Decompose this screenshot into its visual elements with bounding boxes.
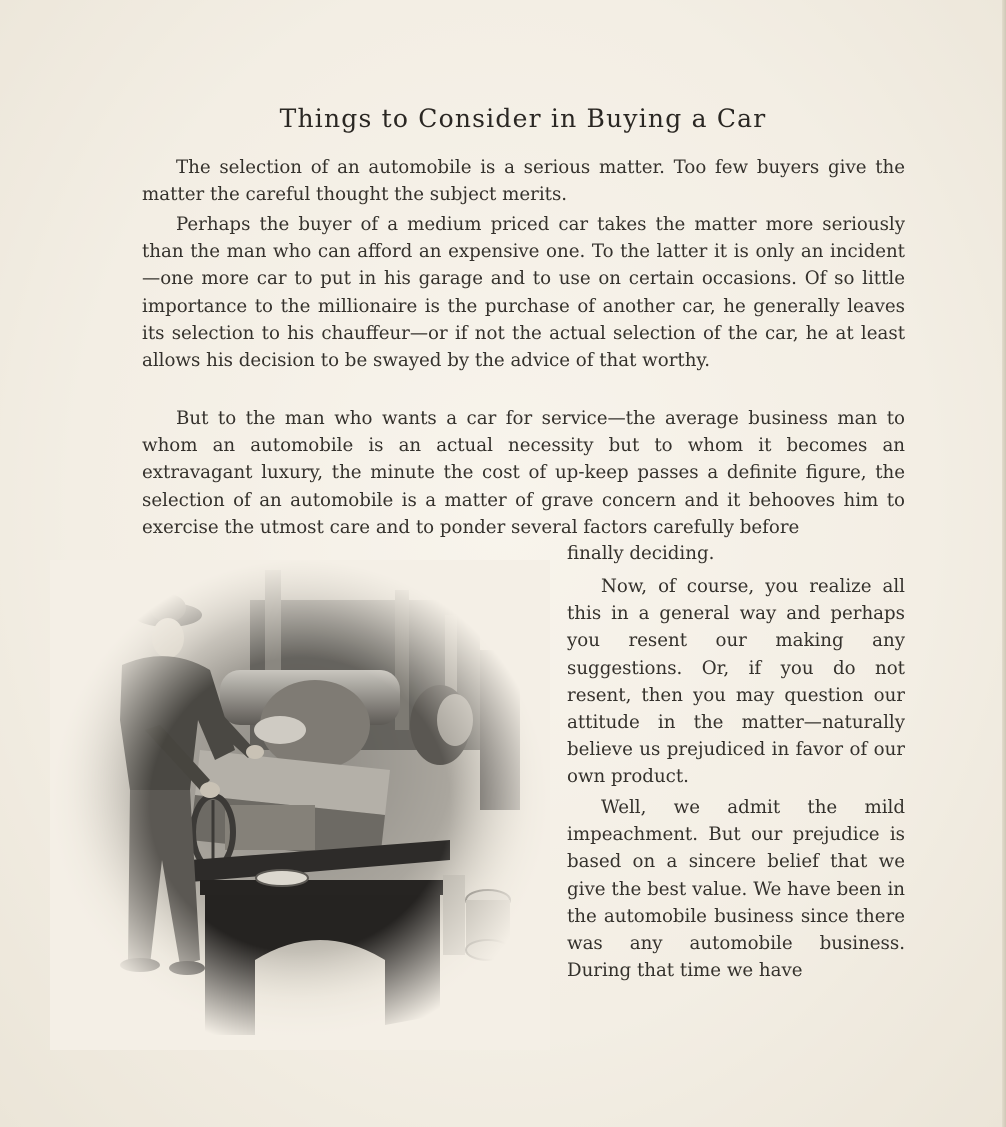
page-title: Things to Consider in Buying a Car: [279, 104, 767, 133]
paragraph-4: Now, of course, you realize all this in a general way and perhaps you resent our making any suggestions. Or, if you do not resent, then you may question our attitude in the matter—naturally believe us prejudiced in favor of our own product.: [567, 576, 905, 788]
paragraph-1: The selection of an automobile is a serious matter. Too few buyers give the matter the careful thought the subject merits.: [142, 157, 905, 206]
paragraph-3-continued: finally deciding.: [567, 543, 715, 564]
paragraph-3: But to the man who wants a car for service—the average business man to whom an automobile is an actual necessity but to whom it becomes an extravagant luxury, the minute the cost of up-keep passes a definite figure, the selection of an automobile is a matter of grave concern and it behooves him to exercise the utmost care and to ponder several factors carefully before: [142, 408, 905, 538]
page-edge: [1002, 0, 1006, 1127]
paragraph-5: Well, we admit the mild impeachment. But our prejudice is based on a sincere belief that we give the best value. We have been in the automobile business since there was any automobile business. During that time we have: [567, 797, 905, 982]
machinist-photo-icon: [50, 560, 550, 1050]
paragraph-2: Perhaps the buyer of a medium priced car takes the matter more seriously than the man who can afford an expensive one. To the latter it is only an incident—one more car to put in his garage and to use on certain occasions. Of so little importance to the millionaire is the purchase of another car, he generally leaves its selection to his chauffeur—or if not the actual selection of the car, he at least allows his decision to be swayed by the advice of that worthy.: [142, 214, 905, 372]
machinist-photo: [50, 560, 550, 1050]
